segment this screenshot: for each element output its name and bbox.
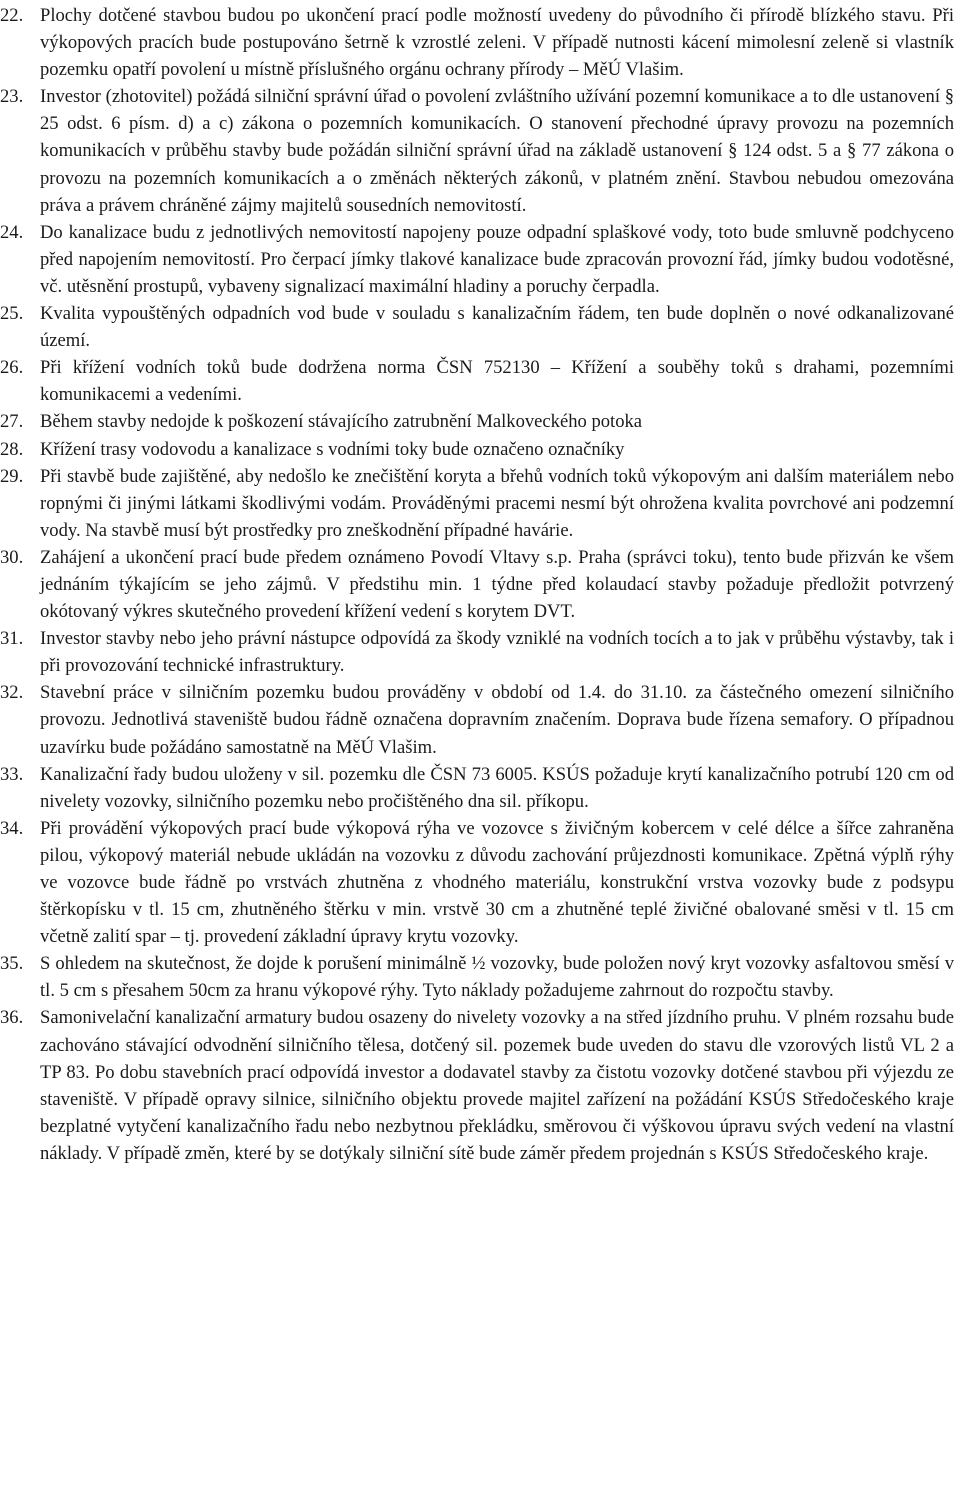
list-item <box>0 463 954 544</box>
item-text: Během stavby nedojde k poškození stávajícího zatrubnění Malkoveckého potoka <box>40 411 643 433</box>
item-text: Při provádění výkopových prací bude výkopová rýha ve vozovce s živičným kobercem v celé délce a šířce zahraněna pilou, výkopový materiál nebude ukládán na vozovku z důvodu zachování průjezdnosti komunikace. Zpětná výplň rýhy ve vozovce bude řádně po vrstvách zhutněna z vhodného materiálu, konstrukční vrstva vozovky bude z podsypu štěrkopísku v tl. 15 cm, zhutněného štěrku v min. vrstvě 30 cm a zhutněné teplé živičné obalované směsi v tl. 15 cm včetně zalití spar – tj. provedení základní úpravy krytu vozovky. <box>40 817 954 948</box>
list-item <box>0 1004 954 1167</box>
item-text: Samonivelační kanalizační armatury budou osazeny do nivelety vozovky a na střed jízdního pruhu. V plném rozsahu bude zachováno stávající odvodnění silničního tělesa, dotčený sil. pozemek bude uveden do stavu dle vzorových listů VL 2 a TP 83. Po dobu stavebních prací odpovídá investor a dodavatel stavby za čistotu vozovky dotčené stavbou při výjezdu ze staveniště. V případě opravy silnice, silničního objektu provede majitel zařízení na požádání KSÚS Středočeského kraje bezplatné vytyčení kanalizačního řadu nebo nezbytnou překládku, směrovou či výškovou úpravu svých vedení na vlastní náklady. V případě změn, které by se dotýkaly silniční sítě bude záměr předem projednán s KSÚS Středočeského kraje. <box>40 1007 954 1164</box>
list-item <box>0 436 954 463</box>
item-text: Investor (zhotovitel) požádá silniční správní úřad o povolení zvláštního užívání pozemní komunikace a to dle ustanovení § 25 odst. 6 písm. d) a c) zákona o pozemních komunikacích. O stanovení přechodné úpravy provozu na pozemních komunikacích v průběhu stavby bude požádán silniční správní úřad na základě ustanovení § 124 odst. 5 a § 77 zákona o provozu na pozemních komunikacích a o změnách některých zákonů, v platném znění. Stavbou nebudou omezována práva a právem chráněné zájmy majitelů sousedních nemovitostí. <box>40 86 954 216</box>
list-item <box>0 219 954 300</box>
item-number: 31. <box>0 628 24 650</box>
item-number: 30. <box>0 546 24 568</box>
item-text: Při křížení vodních toků bude dodržena norma ČSN 752130 – Křížení a souběhy toků s drahami, pozemními komunikacemi a vedeními. <box>40 357 954 406</box>
item-number: 23. <box>0 86 24 108</box>
list-item <box>0 679 954 760</box>
item-text: Při stavbě bude zajištěné, aby nedošlo ke znečištění koryta a břehů vodních toků výkopovým ani dalším materiálem nebo ropnými či jinými látkami škodlivými vodám. Prováděnými pracemi nesmí být ohrožena kvalita povrchové ani podzemní vody. Na stavbě musí být prostředky pro zneškodnění případné havárie. <box>40 465 954 541</box>
list-item <box>0 300 954 354</box>
item-text: Křížení trasy vodovodu a kanalizace s vodními toky bude označeno označníky <box>40 438 625 460</box>
list-item <box>0 761 954 815</box>
item-number: 25. <box>0 303 24 325</box>
item-text: Stavební práce v silničním pozemku budou prováděny v období od 1.4. do 31.10. za částečného omezení silničního provozu. Jednotlivá staveniště budou řádně označena dopravním značením. Doprava bude řízena semafory. O případnou uzavírku bude požádáno samostatně na MěÚ Vlašim. <box>40 682 954 758</box>
item-number: 28. <box>0 438 24 460</box>
list-item <box>0 815 954 950</box>
item-number: 22. <box>0 5 24 26</box>
item-number: 34. <box>0 817 24 839</box>
list-item <box>0 354 954 408</box>
item-text: Investor stavby nebo jeho právní nástupce odpovídá za škody vzniklé na vodních tocích a to jak v průběhu výstavby, tak i při provozování technické infrastruktury. <box>40 628 954 677</box>
item-text: Zahájení a ukončení prací bude předem oznámeno Povodí Vltavy s.p. Praha (správci toku), tento bude přizván ke všem jednáním týkajícím se jeho zájmů. V předstihu min. 1 týdne před kolaudací stavby požaduje předložit potvrzený okótovaný výkres skutečného provedení křížení vedení s korytem DVT. <box>40 546 954 623</box>
item-number: 32. <box>0 682 24 704</box>
list-item <box>0 544 954 625</box>
item-number: 36. <box>0 1007 24 1029</box>
item-text: Kvalita vypouštěných odpadních vod bude v souladu s kanalizačním řádem, ten bude doplněn o nové odkanalizované území. <box>40 303 954 352</box>
list-item <box>0 625 954 679</box>
item-number: 35. <box>0 953 24 975</box>
item-text: S ohledem na skutečnost, že dojde k porušení minimálně ½ vozovky, bude položen nový kryt vozovky asfaltovou směsí v tl. 5 cm s přesahem 50cm za hranu výkopové rýhy. Tyto náklady požadujeme zahrnout do rozpočtu stavby. <box>40 953 954 1002</box>
item-number: 24. <box>0 221 24 243</box>
item-number: 29. <box>0 465 24 487</box>
conditions-list <box>0 2 954 1167</box>
item-number: 27. <box>0 411 24 433</box>
item-number: 26. <box>0 357 24 379</box>
item-text: Do kanalizace budu z jednotlivých nemovitostí napojeny pouze odpadní splaškové vody, toto bude smluvně podchyceno před napojením nemovitostí. Pro čerpací jímky tlakové kanalizace bude zpracován provozní řád, jímky budou vodotěsné, vč. utěsnění prostupů, vybaveny signalizací maximální hladiny a poruchy čerpadla. <box>40 221 954 297</box>
list-item <box>0 2 954 83</box>
item-text: Plochy dotčené stavbou budou po ukončení prací podle možností uvedeny do původního či přírodě blízkého stavu. Při výkopových pracích bude postupováno šetrně k vzrostlé zeleni. V případě nutnosti kácení mimolesní zeleně si vlastník pozemku opatří povolení u místně příslušného orgánu ochrany přírody – MěÚ Vlašim. <box>40 5 954 81</box>
item-number: 33. <box>0 763 24 785</box>
item-text: Kanalizační řady budou uloženy v sil. pozemku dle ČSN 73 6005. KSÚS požaduje krytí kanalizačního potrubí 120 cm od nivelety vozovky, silničního pozemku nebo pročištěného dna sil. příkopu. <box>40 763 954 812</box>
list-item <box>0 408 954 435</box>
list-item <box>0 83 954 218</box>
list-item <box>0 950 954 1004</box>
